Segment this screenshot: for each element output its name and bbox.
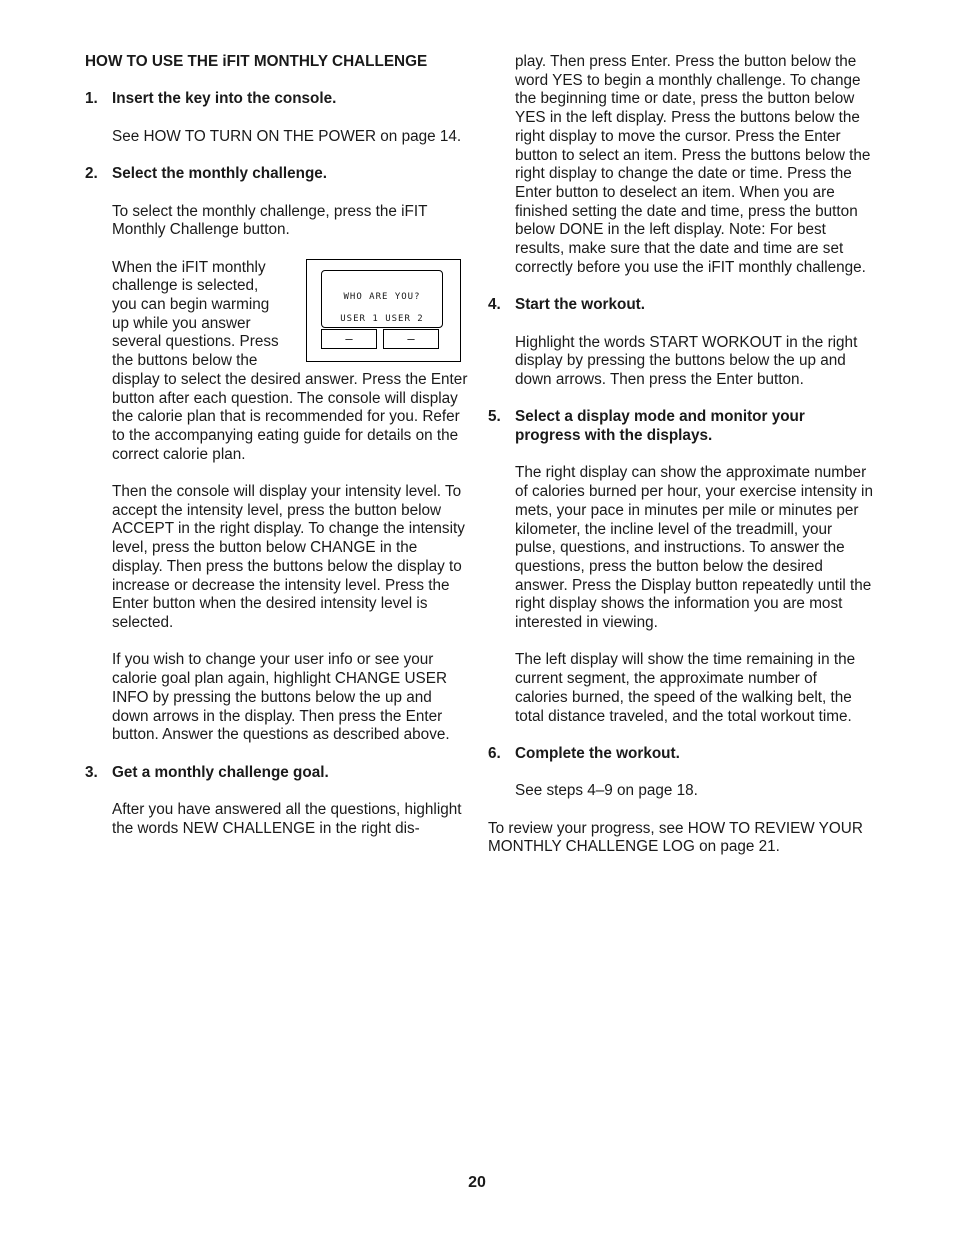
- paragraph: See steps 4–9 on page 18.: [515, 782, 698, 800]
- step-title: Insert the key into the console.: [112, 90, 337, 108]
- display-line-1: WHO ARE YOU?: [343, 291, 421, 302]
- display-line-2: USER 1 USER 2: [340, 313, 424, 324]
- step-title: Select the monthly challenge.: [112, 165, 328, 183]
- step-number: 1.: [85, 90, 98, 108]
- step-5-heading: [488, 408, 873, 445]
- step-number: 4.: [488, 296, 501, 314]
- paragraph: See HOW TO TURN ON THE POWER on page 14.: [112, 127, 462, 145]
- paragraph-with-figure: [112, 259, 470, 465]
- paragraph: Highlight the words START WORKOUT in the right display by pressing the buttons below the up and down arrows. Then press the Enter button.: [515, 333, 858, 388]
- paragraph: Then the console will display your intensity level. To accept the intensity level, press the button below ACCEPT in the right display. To change the intensity level, press the button below CHANGE in the display. Then press the buttons below the display to increase or decrease the intensity level. Press the Enter button when the desired intensity level is selected.: [112, 483, 465, 631]
- step-title: Start the workout.: [515, 296, 646, 314]
- step-title: Select a display mode and monitor your progress with the displays.: [515, 408, 805, 445]
- console-display-illustration: [306, 259, 461, 362]
- display-button-left: –: [321, 329, 377, 349]
- page-number: 20: [468, 1174, 486, 1191]
- paragraph: The right display can show the approximate number of calories burned per hour, your exercise intensity in mets, your pace in minutes per mile or minutes per kilometer, the incline level of the treadmill, your pulse, questions, and instructions. To answer the questions, press the button below the desired answer. Press the Display button repeatedly until the right display shows the information you are most interested in viewing.: [515, 464, 873, 632]
- left-column: [85, 53, 470, 857]
- step-6-heading: [488, 745, 873, 764]
- right-column: [488, 53, 873, 876]
- paragraph: If you wish to change your user info or see your calorie goal plan again, highlight CHANGE USER INFO by pressing the buttons below the up and down arrows in the display. Then press the Enter button. Answer the questions as described above.: [112, 651, 450, 744]
- step-2-heading: [85, 165, 470, 184]
- step-title: Complete the workout.: [515, 744, 680, 762]
- display-screen: [321, 270, 443, 328]
- step-3-heading: [85, 764, 470, 783]
- step-number: 6.: [488, 744, 501, 762]
- section-title: HOW TO USE THE iFIT MONTHLY CHALLENGE: [85, 53, 428, 70]
- closing-note: To review your progress, see HOW TO REVIEW YOUR MONTHLY CHALLENGE LOG on page 21.: [488, 819, 863, 856]
- paragraph: The left display will show the time remaining in the current segment, the approximate number of calories burned, the speed of the walking belt, the total distance traveled, and the total workout time.: [515, 651, 856, 725]
- step-number: 5.: [488, 408, 501, 426]
- step-4-heading: [488, 296, 873, 315]
- paragraph: After you have answered all the questions, highlight the words NEW CHALLENGE in the right dis-: [112, 800, 462, 837]
- step-number: 2.: [85, 165, 98, 183]
- step-number: 3.: [85, 763, 98, 781]
- display-button-right: –: [383, 329, 439, 349]
- paragraph-text: When the iFIT monthly challenge is selected, you can begin warming up while you answer several questions. Press the buttons below the display to select the desired answer. Press the Enter button after each question. The console will display the calorie plan that is recommended for you. Refer to the accompanying eating guide for details on the correct calorie plan.: [112, 258, 468, 463]
- step-1-heading: [85, 90, 470, 109]
- step-title: Get a monthly challenge goal.: [112, 763, 329, 781]
- paragraph-continued: play. Then press Enter. Press the button below the word YES to begin a monthly challenge. To change the beginning time or date, press the button below YES in the left display. Press the buttons below the right display to move the cursor. Press the Enter button to select an item. Press the buttons below the right display to change the date or time. Press the Enter button to deselect an item. When you are finished setting the date and time, press the button below DONE in the left display. Note: For best results, make sure that the date and time are set correctly before you use the iFIT monthly challenge.: [515, 53, 871, 276]
- paragraph: To select the monthly challenge, press the iFIT Monthly Challenge button.: [112, 202, 428, 239]
